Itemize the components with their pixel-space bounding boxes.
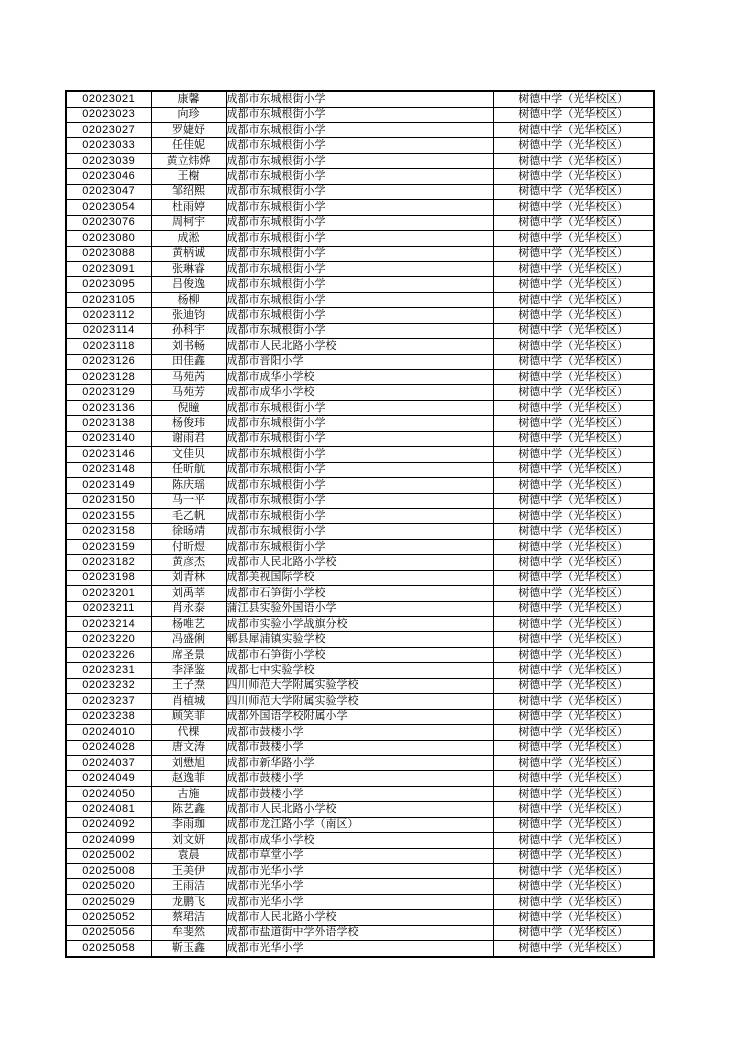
table-row (66, 153, 654, 168)
table-row (66, 663, 654, 678)
table-row (66, 725, 654, 740)
graduating-school-cell: 成都市成华小学校 (226, 385, 493, 400)
graduating-school-cell: 成都市东城根街小学 (226, 184, 493, 199)
student-id-cell: 02024092 (66, 817, 151, 832)
student-id-cell: 02025058 (66, 941, 151, 957)
admitted-school-cell: 树德中学（光华校区） (493, 848, 654, 863)
student-name-cell: 张迪钧 (151, 308, 226, 323)
student-id-cell: 02023033 (66, 138, 151, 153)
graduating-school-cell: 成都市龙江路小学（南区） (226, 817, 493, 832)
graduating-school-cell: 成都市东城根街小学 (226, 416, 493, 431)
table-row (66, 246, 654, 261)
table-row (66, 200, 654, 215)
table-row (66, 709, 654, 724)
graduating-school-cell: 成都市东城根街小学 (226, 231, 493, 246)
table-row (66, 215, 654, 230)
admission-roster-table (65, 90, 655, 958)
student-name-cell: 冯盛俐 (151, 632, 226, 647)
table-row (66, 555, 654, 570)
table-row (66, 833, 654, 848)
student-id-cell: 02023198 (66, 570, 151, 585)
student-name-cell: 周柯宇 (151, 215, 226, 230)
table-row (66, 107, 654, 122)
graduating-school-cell: 成都市石笋街小学校 (226, 586, 493, 601)
table-row (66, 941, 654, 957)
admitted-school-cell: 树德中学（光华校区） (493, 755, 654, 770)
student-name-cell: 刘书畅 (151, 339, 226, 354)
student-name-cell: 孙科宇 (151, 323, 226, 338)
admitted-school-cell: 树德中学（光华校区） (493, 555, 654, 570)
graduating-school-cell: 成都市光华小学 (226, 894, 493, 909)
graduating-school-cell: 成都市光华小学 (226, 941, 493, 957)
student-name-cell: 蔡珺洁 (151, 910, 226, 925)
graduating-school-cell: 成都市东城根街小学 (226, 107, 493, 122)
graduating-school-cell: 成都七中实验学校 (226, 663, 493, 678)
student-id-cell: 02023076 (66, 215, 151, 230)
student-id-cell: 02023118 (66, 339, 151, 354)
graduating-school-cell: 成都市东城根街小学 (226, 261, 493, 276)
table-row (66, 910, 654, 925)
graduating-school-cell: 成都市盐道街中学外语学校 (226, 925, 493, 940)
graduating-school-cell: 成都市东城根街小学 (226, 277, 493, 292)
table-row (66, 447, 654, 462)
admitted-school-cell: 树德中学（光华校区） (493, 370, 654, 385)
graduating-school-cell: 成都市东城根街小学 (226, 138, 493, 153)
table-row (66, 462, 654, 477)
admitted-school-cell: 树德中学（光华校区） (493, 308, 654, 323)
student-name-cell: 黄彦杰 (151, 555, 226, 570)
graduating-school-cell: 成都市东城根街小学 (226, 400, 493, 415)
student-id-cell: 02024099 (66, 833, 151, 848)
student-id-cell: 02023126 (66, 354, 151, 369)
student-name-cell: 杜雨婷 (151, 200, 226, 215)
student-id-cell: 02025008 (66, 864, 151, 879)
admitted-school-cell: 树德中学（光华校区） (493, 123, 654, 138)
student-name-cell: 王雨洁 (151, 879, 226, 894)
table-row (66, 184, 654, 199)
student-name-cell: 刘懋旭 (151, 755, 226, 770)
student-name-cell: 王榭 (151, 169, 226, 184)
student-id-cell: 02023023 (66, 107, 151, 122)
admitted-school-cell: 树德中学（光华校区） (493, 478, 654, 493)
admitted-school-cell: 树德中学（光华校区） (493, 431, 654, 446)
student-id-cell: 02023159 (66, 539, 151, 554)
table-row (66, 771, 654, 786)
student-name-cell: 杨唯艺 (151, 617, 226, 632)
admitted-school-cell: 树德中学（光华校区） (493, 740, 654, 755)
student-id-cell: 02024037 (66, 755, 151, 770)
table-row (66, 601, 654, 616)
student-name-cell: 肖植城 (151, 694, 226, 709)
admitted-school-cell: 树德中学（光华校区） (493, 184, 654, 199)
student-name-cell: 黄立炜烨 (151, 153, 226, 168)
graduating-school-cell: 成都市东城根街小学 (226, 478, 493, 493)
table-row (66, 478, 654, 493)
student-name-cell: 付昕煜 (151, 539, 226, 554)
graduating-school-cell: 成都市鼓楼小学 (226, 725, 493, 740)
admitted-school-cell: 树德中学（光华校区） (493, 709, 654, 724)
graduating-school-cell: 成都市晋阳小学 (226, 354, 493, 369)
graduating-school-cell: 蒲江县实验外国语小学 (226, 601, 493, 616)
student-id-cell: 02023027 (66, 123, 151, 138)
graduating-school-cell: 成都外国语学校附属小学 (226, 709, 493, 724)
student-id-cell: 02023114 (66, 323, 151, 338)
admitted-school-cell: 树德中学（光华校区） (493, 601, 654, 616)
student-name-cell: 杨俊玮 (151, 416, 226, 431)
admitted-school-cell: 树德中学（光华校区） (493, 802, 654, 817)
student-name-cell: 赵逸菲 (151, 771, 226, 786)
admitted-school-cell: 树德中学（光华校区） (493, 292, 654, 307)
admitted-school-cell: 树德中学（光华校区） (493, 493, 654, 508)
graduating-school-cell: 成都市东城根街小学 (226, 169, 493, 184)
student-id-cell: 02023095 (66, 277, 151, 292)
table-row (66, 925, 654, 940)
admitted-school-cell: 树德中学（光华校区） (493, 617, 654, 632)
student-id-cell: 02023146 (66, 447, 151, 462)
student-id-cell: 02023214 (66, 617, 151, 632)
student-name-cell: 刘禹莘 (151, 586, 226, 601)
admitted-school-cell: 树德中学（光华校区） (493, 941, 654, 957)
admitted-school-cell: 树德中学（光华校区） (493, 524, 654, 539)
graduating-school-cell: 成都市石笋街小学校 (226, 647, 493, 662)
graduating-school-cell: 成都市鼓楼小学 (226, 771, 493, 786)
table-row (66, 323, 654, 338)
student-id-cell: 02023158 (66, 524, 151, 539)
graduating-school-cell: 成都市人民北路小学校 (226, 802, 493, 817)
student-id-cell: 02023155 (66, 508, 151, 523)
admitted-school-cell: 树德中学（光华校区） (493, 833, 654, 848)
student-name-cell: 肖永泰 (151, 601, 226, 616)
student-id-cell: 02023054 (66, 200, 151, 215)
student-name-cell: 王子焘 (151, 678, 226, 693)
admitted-school-cell: 树德中学（光华校区） (493, 910, 654, 925)
admitted-school-cell: 树德中学（光华校区） (493, 647, 654, 662)
table-row (66, 354, 654, 369)
admitted-school-cell: 树德中学（光华校区） (493, 817, 654, 832)
table-row (66, 694, 654, 709)
graduating-school-cell: 成都市东城根街小学 (226, 524, 493, 539)
student-name-cell: 顾笑菲 (151, 709, 226, 724)
student-name-cell: 吕俊逸 (151, 277, 226, 292)
student-name-cell: 杨柳 (151, 292, 226, 307)
admitted-school-cell: 树德中学（光华校区） (493, 339, 654, 354)
student-name-cell: 马一平 (151, 493, 226, 508)
student-name-cell: 成淞 (151, 231, 226, 246)
graduating-school-cell: 成都市光华小学 (226, 879, 493, 894)
roster-table-body (66, 91, 654, 957)
student-name-cell: 王美伊 (151, 864, 226, 879)
table-row (66, 678, 654, 693)
table-row (66, 277, 654, 292)
table-row (66, 231, 654, 246)
table-row (66, 755, 654, 770)
student-name-cell: 袁晨 (151, 848, 226, 863)
admitted-school-cell: 树德中学（光华校区） (493, 539, 654, 554)
admitted-school-cell: 树德中学（光华校区） (493, 323, 654, 338)
admitted-school-cell: 树德中学（光华校区） (493, 416, 654, 431)
table-row (66, 894, 654, 909)
admitted-school-cell: 树德中学（光华校区） (493, 771, 654, 786)
student-id-cell: 02025052 (66, 910, 151, 925)
student-id-cell: 02023238 (66, 709, 151, 724)
student-id-cell: 02023136 (66, 400, 151, 415)
admitted-school-cell: 树德中学（光华校区） (493, 138, 654, 153)
student-name-cell: 刘文妍 (151, 833, 226, 848)
admitted-school-cell: 树德中学（光华校区） (493, 153, 654, 168)
student-id-cell: 02023140 (66, 431, 151, 446)
student-id-cell: 02024050 (66, 786, 151, 801)
table-row (66, 786, 654, 801)
table-row (66, 370, 654, 385)
student-name-cell: 古施 (151, 786, 226, 801)
table-row (66, 385, 654, 400)
graduating-school-cell: 成都市东城根街小学 (226, 123, 493, 138)
table-row (66, 586, 654, 601)
table-row (66, 400, 654, 415)
table-row (66, 848, 654, 863)
graduating-school-cell: 成都市东城根街小学 (226, 215, 493, 230)
student-id-cell: 02023088 (66, 246, 151, 261)
student-id-cell: 02023129 (66, 385, 151, 400)
student-id-cell: 02023201 (66, 586, 151, 601)
table-row (66, 292, 654, 307)
student-id-cell: 02023231 (66, 663, 151, 678)
admitted-school-cell: 树德中学（光华校区） (493, 246, 654, 261)
student-id-cell: 02023046 (66, 169, 151, 184)
graduating-school-cell: 成都市东城根街小学 (226, 91, 493, 107)
graduating-school-cell: 四川师范大学附属实验学校 (226, 694, 493, 709)
student-id-cell: 02023091 (66, 261, 151, 276)
student-name-cell: 罗婕妤 (151, 123, 226, 138)
table-row (66, 308, 654, 323)
admitted-school-cell: 树德中学（光华校区） (493, 879, 654, 894)
admitted-school-cell: 树德中学（光华校区） (493, 277, 654, 292)
admitted-school-cell: 树德中学（光华校区） (493, 447, 654, 462)
table-row (66, 431, 654, 446)
student-id-cell: 02025029 (66, 894, 151, 909)
student-name-cell: 倪瞳 (151, 400, 226, 415)
graduating-school-cell: 成都市东城根街小学 (226, 323, 493, 338)
student-name-cell: 马苑芳 (151, 385, 226, 400)
student-id-cell: 02023211 (66, 601, 151, 616)
admitted-school-cell: 树德中学（光华校区） (493, 663, 654, 678)
graduating-school-cell: 成都市东城根街小学 (226, 493, 493, 508)
graduating-school-cell: 成都市东城根街小学 (226, 200, 493, 215)
admitted-school-cell: 树德中学（光华校区） (493, 215, 654, 230)
student-id-cell: 02023039 (66, 153, 151, 168)
graduating-school-cell: 成都市鼓楼小学 (226, 786, 493, 801)
student-name-cell: 陈庆瑶 (151, 478, 226, 493)
graduating-school-cell: 成都市东城根街小学 (226, 308, 493, 323)
table-row (66, 802, 654, 817)
student-name-cell: 龙鹏飞 (151, 894, 226, 909)
admitted-school-cell: 树德中学（光华校区） (493, 694, 654, 709)
student-name-cell: 席圣景 (151, 647, 226, 662)
student-id-cell: 02023105 (66, 292, 151, 307)
student-id-cell: 02024010 (66, 725, 151, 740)
student-id-cell: 02023149 (66, 478, 151, 493)
graduating-school-cell: 成都市人民北路小学校 (226, 910, 493, 925)
student-id-cell: 02023182 (66, 555, 151, 570)
student-name-cell: 李雨珈 (151, 817, 226, 832)
student-id-cell: 02025002 (66, 848, 151, 863)
admitted-school-cell: 树德中学（光华校区） (493, 508, 654, 523)
graduating-school-cell: 成都市人民北路小学校 (226, 555, 493, 570)
student-id-cell: 02023232 (66, 678, 151, 693)
table-row (66, 647, 654, 662)
student-id-cell: 02023138 (66, 416, 151, 431)
table-row (66, 138, 654, 153)
admitted-school-cell: 树德中学（光华校区） (493, 586, 654, 601)
student-name-cell: 邹绍熙 (151, 184, 226, 199)
table-row (66, 524, 654, 539)
graduating-school-cell: 成都市光华小学 (226, 864, 493, 879)
table-row (66, 91, 654, 107)
admitted-school-cell: 树德中学（光华校区） (493, 107, 654, 122)
student-name-cell: 任佳妮 (151, 138, 226, 153)
graduating-school-cell: 成都市成华小学校 (226, 833, 493, 848)
admitted-school-cell: 树德中学（光华校区） (493, 632, 654, 647)
graduating-school-cell: 四川师范大学附属实验学校 (226, 678, 493, 693)
graduating-school-cell: 成都美视国际学校 (226, 570, 493, 585)
student-id-cell: 02023237 (66, 694, 151, 709)
admitted-school-cell: 树德中学（光华校区） (493, 91, 654, 107)
student-name-cell: 代棵 (151, 725, 226, 740)
student-id-cell: 02025020 (66, 879, 151, 894)
student-id-cell: 02023148 (66, 462, 151, 477)
admitted-school-cell: 树德中学（光华校区） (493, 786, 654, 801)
admitted-school-cell: 树德中学（光华校区） (493, 678, 654, 693)
admitted-school-cell: 树德中学（光华校区） (493, 354, 654, 369)
graduating-school-cell: 成都市新华路小学 (226, 755, 493, 770)
table-row (66, 864, 654, 879)
student-id-cell: 02023047 (66, 184, 151, 199)
graduating-school-cell: 成都市草堂小学 (226, 848, 493, 863)
admitted-school-cell: 树德中学（光华校区） (493, 200, 654, 215)
graduating-school-cell: 成都市东城根街小学 (226, 292, 493, 307)
table-row (66, 339, 654, 354)
table-row (66, 817, 654, 832)
student-name-cell: 任昕航 (151, 462, 226, 477)
student-name-cell: 张琳睿 (151, 261, 226, 276)
table-row (66, 169, 654, 184)
table-row (66, 123, 654, 138)
admitted-school-cell: 树德中学（光华校区） (493, 385, 654, 400)
table-row (66, 416, 654, 431)
admitted-school-cell: 树德中学（光华校区） (493, 231, 654, 246)
graduating-school-cell: 成都市东城根街小学 (226, 246, 493, 261)
admitted-school-cell: 树德中学（光华校区） (493, 462, 654, 477)
admitted-school-cell: 树德中学（光华校区） (493, 169, 654, 184)
student-name-cell: 黄柄诚 (151, 246, 226, 261)
student-name-cell: 陈艺鑫 (151, 802, 226, 817)
admitted-school-cell: 树德中学（光华校区） (493, 725, 654, 740)
table-row (66, 493, 654, 508)
graduating-school-cell: 成都市成华小学校 (226, 370, 493, 385)
graduating-school-cell: 成都市东城根街小学 (226, 153, 493, 168)
graduating-school-cell: 成都市东城根街小学 (226, 539, 493, 554)
table-row (66, 632, 654, 647)
student-id-cell: 02023128 (66, 370, 151, 385)
admitted-school-cell: 树德中学（光华校区） (493, 925, 654, 940)
admitted-school-cell: 树德中学（光华校区） (493, 570, 654, 585)
student-name-cell: 谢雨君 (151, 431, 226, 446)
student-id-cell: 02024028 (66, 740, 151, 755)
admitted-school-cell: 树德中学（光华校区） (493, 894, 654, 909)
student-id-cell: 02023226 (66, 647, 151, 662)
graduating-school-cell: 成都市东城根街小学 (226, 431, 493, 446)
student-name-cell: 牟斐然 (151, 925, 226, 940)
student-id-cell: 02023220 (66, 632, 151, 647)
student-id-cell: 02024049 (66, 771, 151, 786)
graduating-school-cell: 郫县犀浦镇实验学校 (226, 632, 493, 647)
admitted-school-cell: 树德中学（光华校区） (493, 261, 654, 276)
student-name-cell: 李泽鉴 (151, 663, 226, 678)
student-name-cell: 刘青林 (151, 570, 226, 585)
student-name-cell: 田佳鑫 (151, 354, 226, 369)
student-name-cell: 毛乙帆 (151, 508, 226, 523)
table-row (66, 617, 654, 632)
graduating-school-cell: 成都市东城根街小学 (226, 508, 493, 523)
graduating-school-cell: 成都市东城根街小学 (226, 447, 493, 462)
student-name-cell: 文佳贝 (151, 447, 226, 462)
student-name-cell: 靳玉鑫 (151, 941, 226, 957)
student-id-cell: 02023112 (66, 308, 151, 323)
table-row (66, 508, 654, 523)
student-id-cell: 02023080 (66, 231, 151, 246)
admitted-school-cell: 树德中学（光华校区） (493, 400, 654, 415)
table-row (66, 879, 654, 894)
student-id-cell: 02023021 (66, 91, 151, 107)
table-row (66, 740, 654, 755)
table-row (66, 261, 654, 276)
graduating-school-cell: 成都市鼓楼小学 (226, 740, 493, 755)
student-name-cell: 徐旸靖 (151, 524, 226, 539)
graduating-school-cell: 成都市实验小学战旗分校 (226, 617, 493, 632)
graduating-school-cell: 成都市东城根街小学 (226, 462, 493, 477)
student-id-cell: 02023150 (66, 493, 151, 508)
graduating-school-cell: 成都市人民北路小学校 (226, 339, 493, 354)
student-name-cell: 向珍 (151, 107, 226, 122)
student-id-cell: 02025056 (66, 925, 151, 940)
student-name-cell: 康馨 (151, 91, 226, 107)
student-name-cell: 唐文涛 (151, 740, 226, 755)
table-row (66, 539, 654, 554)
table-row (66, 570, 654, 585)
student-id-cell: 02024081 (66, 802, 151, 817)
student-name-cell: 马苑芮 (151, 370, 226, 385)
admitted-school-cell: 树德中学（光华校区） (493, 864, 654, 879)
